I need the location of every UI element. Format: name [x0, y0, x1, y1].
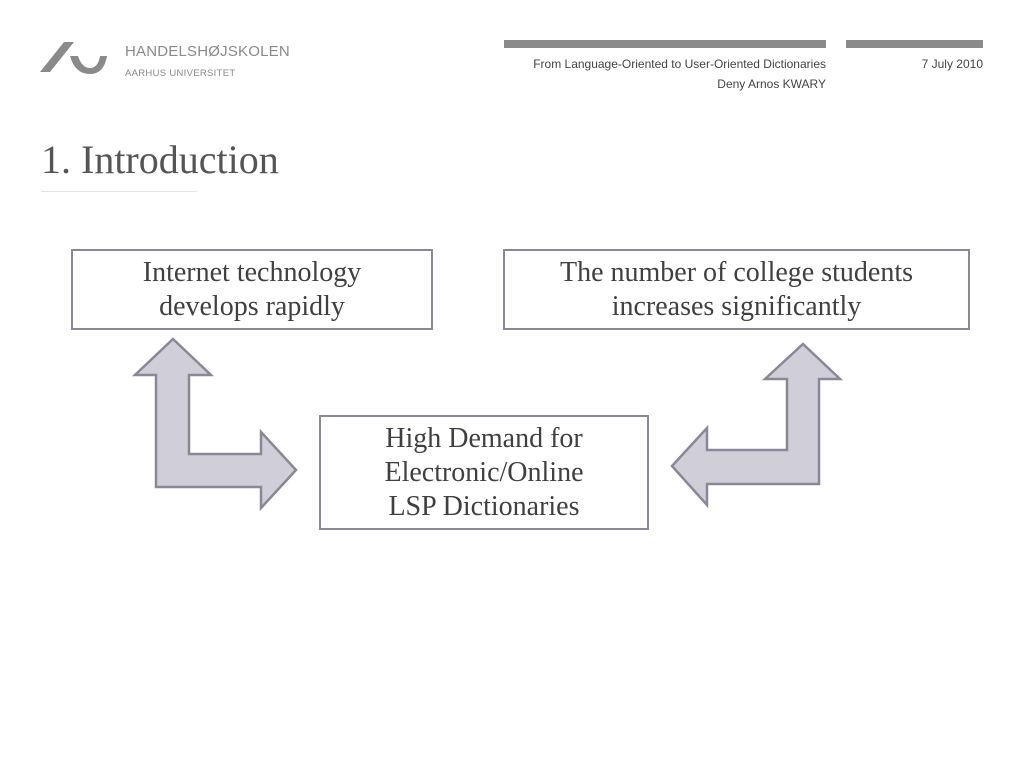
presentation-date: 7 July 2010: [921, 57, 983, 71]
school-name: HANDELSHØJSKOLEN: [125, 43, 290, 60]
high-demand-text: High Demand for Electronic/Online LSP Dictionaries: [384, 422, 584, 522]
high-demand-box: [319, 415, 649, 530]
university-name: AARHUS UNIVERSITET: [125, 68, 236, 79]
internet-technology-box: [71, 249, 433, 330]
right-bent-arrow-icon: [672, 344, 840, 505]
college-students-text: The number of college students increases significantly: [559, 256, 913, 322]
internet-technology-text: Internet technology develops rapidly: [142, 256, 362, 322]
presentation-title: From Language-Oriented to User-Oriented Dictionaries: [533, 57, 826, 71]
left-bent-arrow-icon: [135, 339, 296, 508]
author-name: Deny Arnos KWARY: [717, 77, 826, 91]
slide-title: 1. Introduction: [41, 137, 279, 182]
college-students-box: [503, 249, 970, 330]
